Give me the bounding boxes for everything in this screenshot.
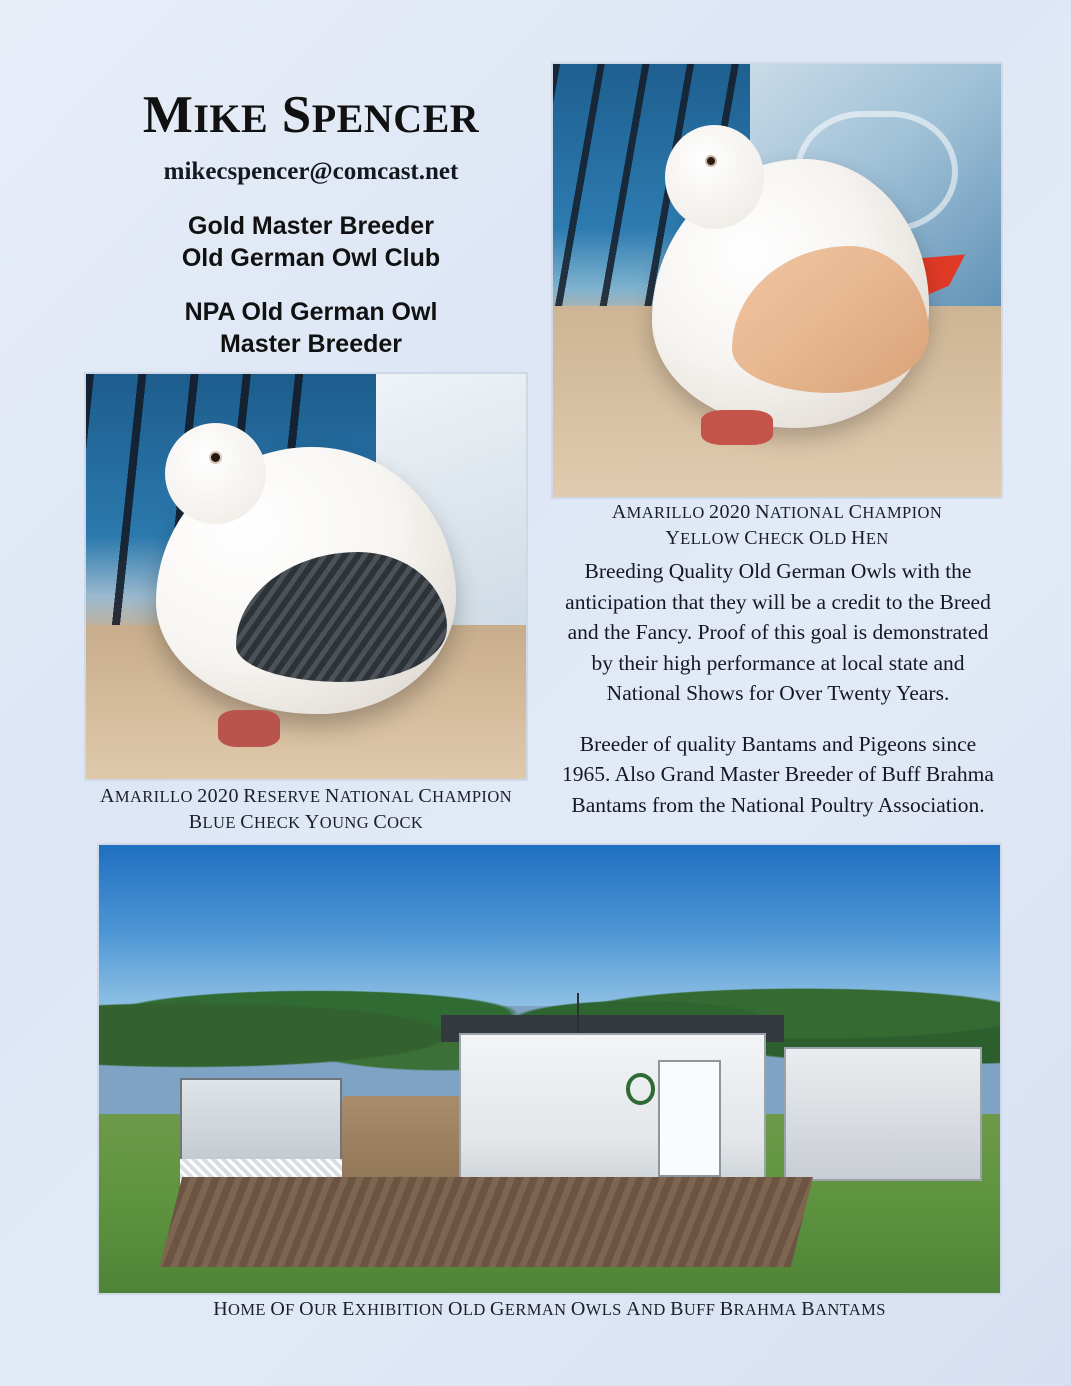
credential-line-2: Old German Owl Club xyxy=(181,243,441,272)
caption-hen-line2: YELLOW CHECK OLD HEN xyxy=(665,526,889,549)
loft-building-right xyxy=(784,1047,982,1181)
pigeon-head xyxy=(165,423,266,524)
caption-yellow-check-old-hen xyxy=(551,500,1003,551)
body-paragraph-2: Breeder of quality Bantams and Pigeons since 1965. Also Grand Master Breeder of Buff Brahma Bantams from the National Poultry Association. xyxy=(562,731,994,817)
email-text: mikecspencer@comcast.net xyxy=(163,157,459,185)
credential-line-1: Gold Master Breeder xyxy=(188,211,434,240)
credential-line-4: Master Breeder xyxy=(219,329,403,358)
credential-group-1 xyxy=(96,210,526,274)
caption-blue-check-young-cock xyxy=(84,784,528,835)
body-copy xyxy=(561,556,995,820)
caption-loft-line1: HOME OF OUR EXHIBITION OLD GERMAN OWLS AND BUFF BRAHMA BANTAMS xyxy=(213,1298,886,1320)
caption-loft-exterior xyxy=(97,1297,1002,1323)
page-title: MIKE SPENCER xyxy=(142,86,480,144)
photo-blue-check-young-cock xyxy=(84,372,528,781)
caption-cock-line2: BLUE CHECK YOUNG COCK xyxy=(188,810,424,833)
credential-group-2 xyxy=(96,296,526,360)
credential-line-3: NPA Old German Owl xyxy=(184,297,438,326)
body-paragraph-1: Breeding Quality Old German Owls with the anticipation that they will be a credit to the Breed and the Fancy. Proof of this goal is demonstrated by their high performance at local state and National Shows for Over Twenty Years. xyxy=(565,559,991,706)
weathervane-icon xyxy=(577,993,579,1033)
photo-cock-content xyxy=(86,374,526,779)
photo-hen-content xyxy=(553,64,1001,497)
photo-loft-exterior xyxy=(97,843,1002,1295)
pigeon-foot xyxy=(218,710,280,746)
photo-yellow-check-old-hen xyxy=(551,62,1003,499)
header-block xyxy=(96,88,526,360)
wooden-deck xyxy=(160,1177,813,1267)
loft-door xyxy=(658,1060,721,1176)
caption-cock-line1: AMARILLO 2020 RESERVE NATIONAL CHAMPION xyxy=(100,785,512,807)
pigeon-head xyxy=(665,125,764,229)
wreath-decor-icon xyxy=(626,1073,655,1104)
photo-loft-content xyxy=(99,845,1000,1293)
pigeon-foot xyxy=(701,410,773,445)
caption-hen-line1: AMARILLO 2020 NATIONAL CHAMPION xyxy=(611,501,943,523)
